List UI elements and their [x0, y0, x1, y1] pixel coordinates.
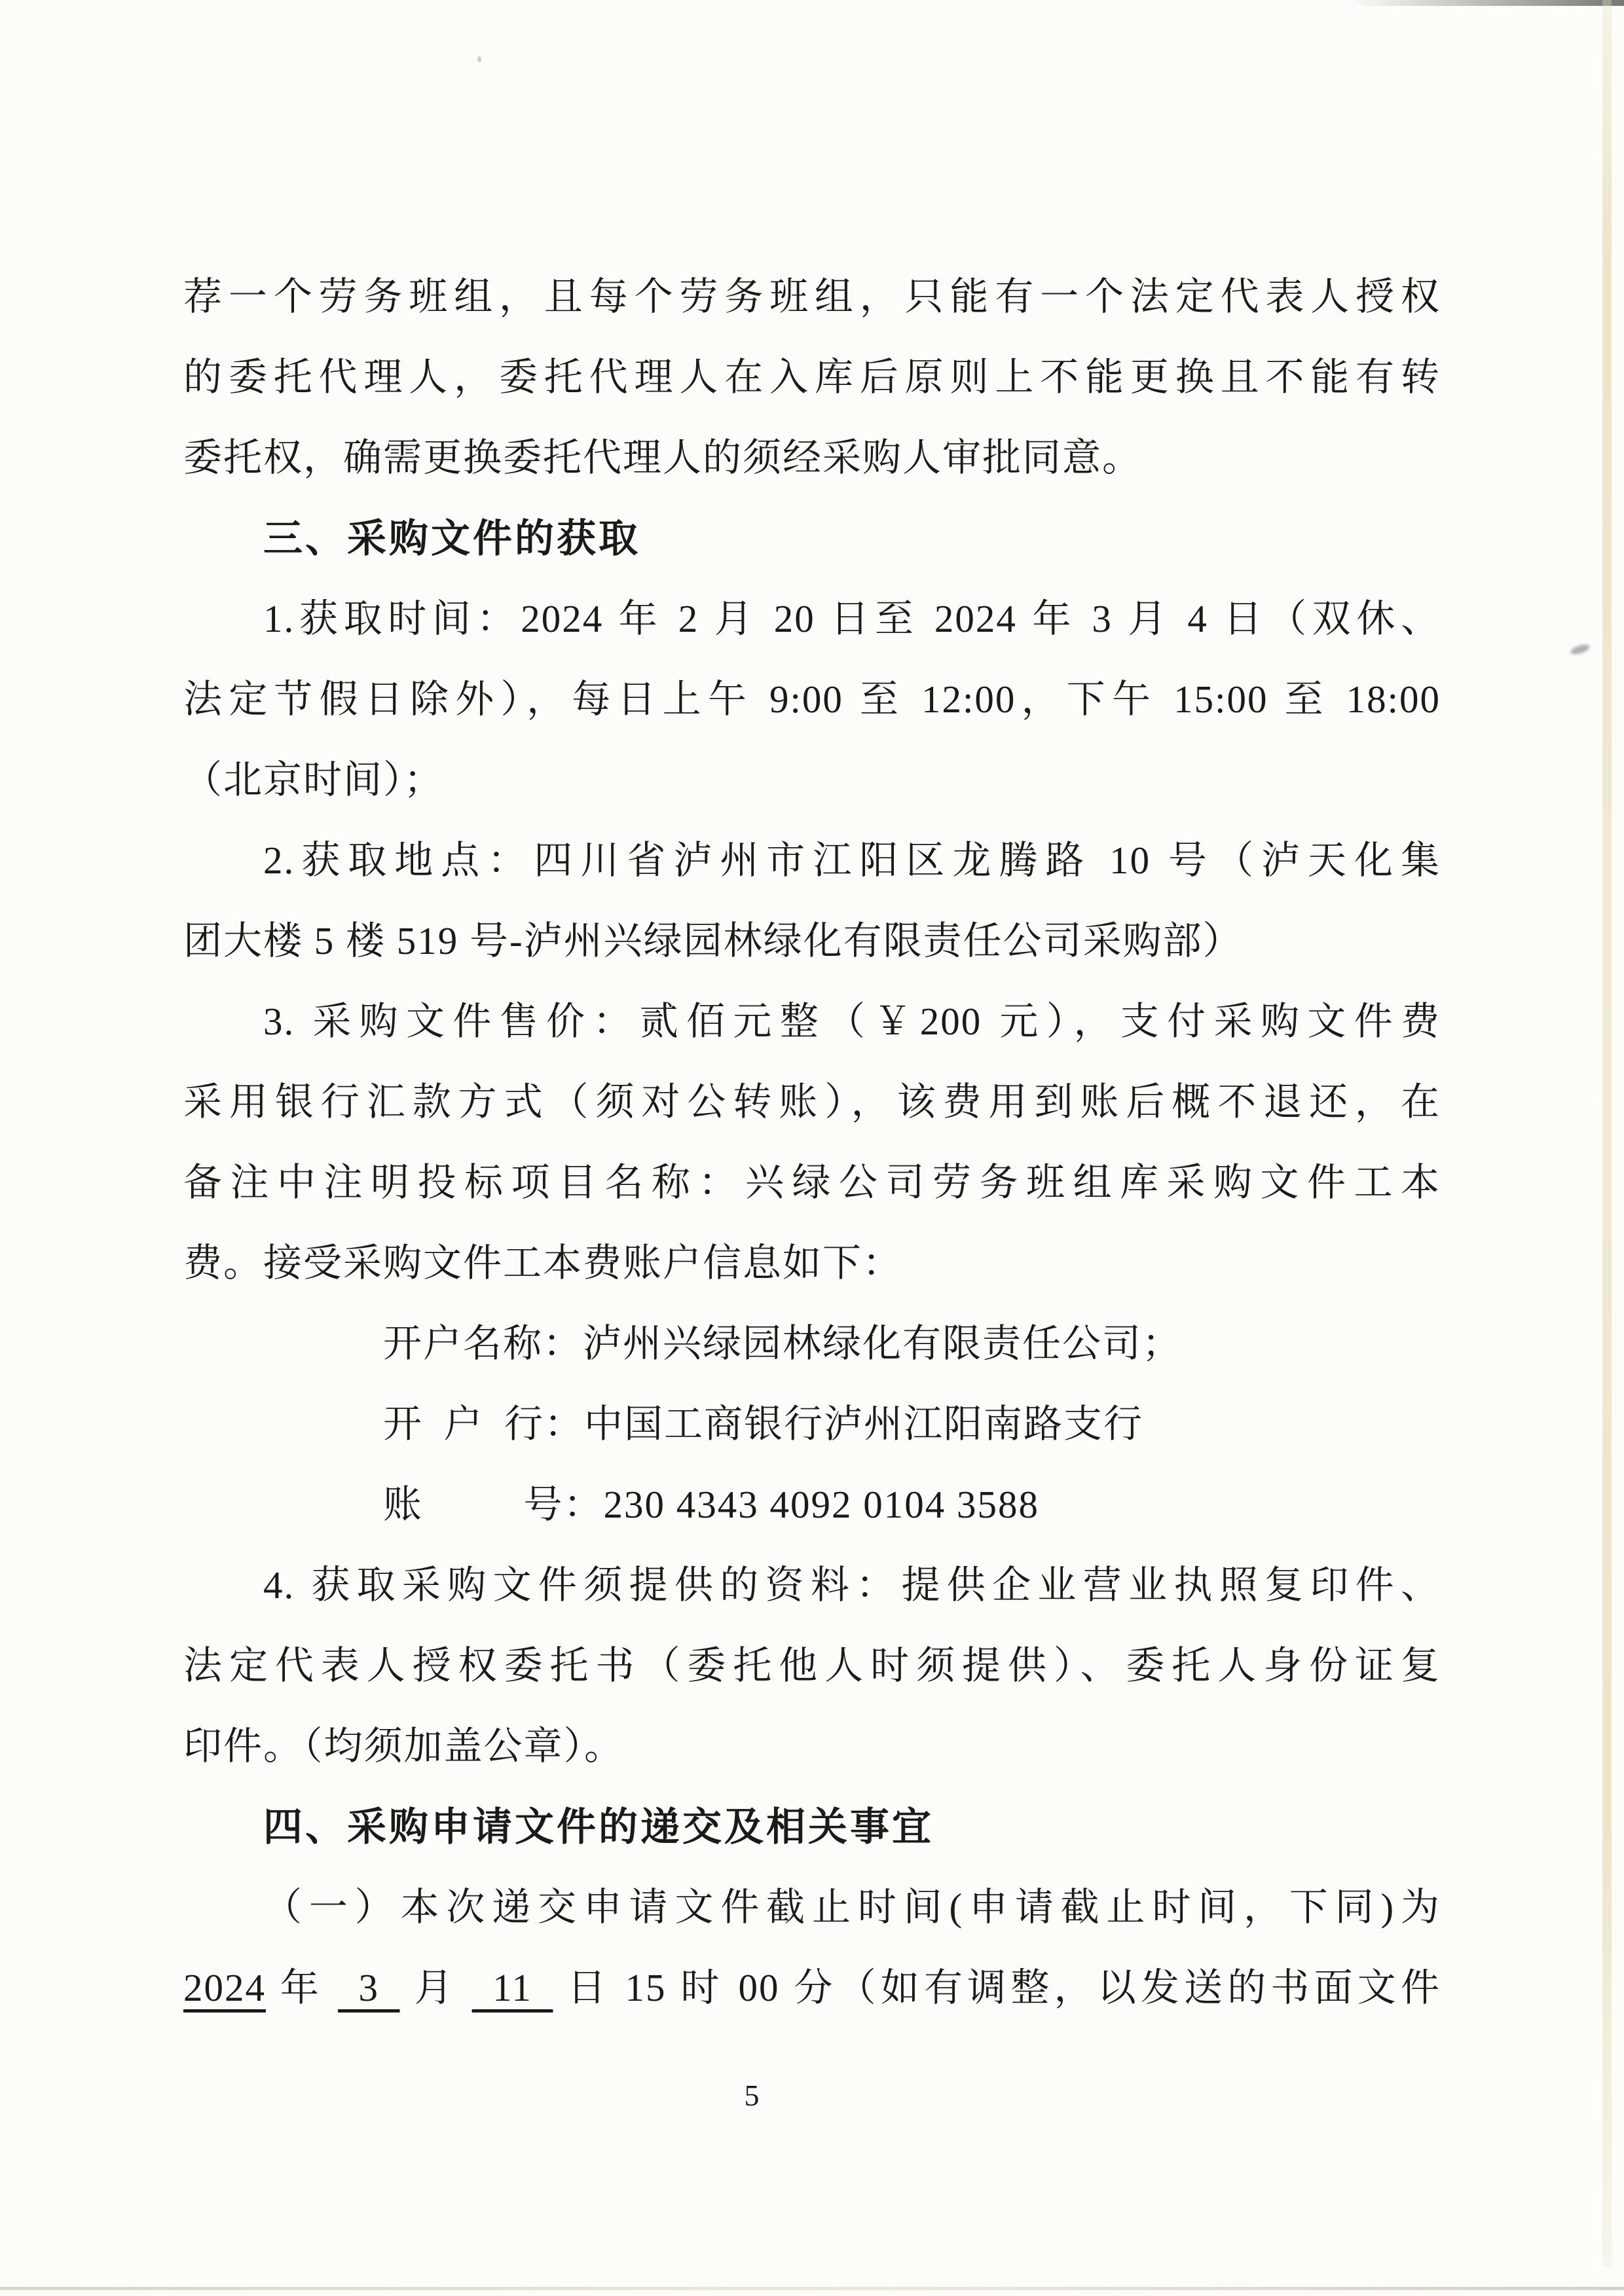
text-segment: 法定代表人授权委托书（委托他人时须提供）、委托人身份证复	[183, 1644, 1441, 1687]
text-line-heading-3	[183, 498, 1441, 579]
text-line-item3-3-line3	[183, 1142, 1441, 1223]
text-line-item3-4-line1	[183, 1545, 1441, 1626]
text-line-item3-3-line2	[183, 1062, 1441, 1142]
text-segment: 印件。（均须加盖公章）。	[183, 1724, 625, 1768]
text-segment: 月	[399, 1966, 472, 2009]
scan-artifact-right-edge-strip	[1602, 0, 1612, 2267]
text-line-item3-1-line1	[183, 579, 1441, 659]
text-segment: 3. 采购文件售价：贰佰元整（￥200 元），支付采购文件费	[263, 1000, 1441, 1043]
text-segment: 年	[266, 1966, 339, 2009]
text-line-heading-4	[183, 1787, 1441, 1867]
underlined-text-segment: 3	[338, 1966, 400, 2009]
text-segment: 1.获取时间：2024 年 2 月 20 日至 2024 年 3 月 4 日（双休、	[263, 597, 1441, 640]
underlined-text-segment: 2024	[183, 1966, 266, 2009]
text-segment: 费。接受采购文件工本费账户信息如下：	[183, 1241, 903, 1285]
text-segment: 备注中注明投标项目名称：兴绿公司劳务班组库采购文件工本	[183, 1161, 1441, 1204]
text-line-item3-2-line1	[183, 820, 1441, 901]
text-segment: （北京时间）；	[183, 758, 444, 801]
text-line-bank-account-name	[183, 1303, 1441, 1384]
text-line-item4-1-line2	[183, 1948, 1441, 2028]
text-segment: 开户名称：泸州兴绿园林绿化有限责任公司；	[383, 1322, 1183, 1365]
text-line-item3-4-line3	[183, 1706, 1441, 1787]
text-line-bank-account-number	[183, 1465, 1441, 1545]
text-line-item3-1-line2	[183, 659, 1441, 740]
text-segment: 2.获取地点：四川省泸州市江阳区龙腾路 10 号（泸天化集	[263, 839, 1441, 882]
text-line-item4-1-line1	[183, 1867, 1441, 1948]
text-line-item3-3-line1	[183, 981, 1441, 1062]
text-line-para1-line3	[183, 418, 1441, 498]
text-line-item3-4-line2	[183, 1626, 1441, 1706]
scan-artifact-bottom-edge	[0, 2287, 1624, 2290]
text-segment: 委托权，确需更换委托代理人的须经采购人审批同意。	[183, 436, 1143, 479]
text-segment: 账 号：230 4343 4092 0104 3588	[383, 1483, 1040, 1526]
scan-artifact-mark	[1570, 643, 1591, 657]
text-line-para1-line1	[183, 257, 1441, 337]
text-line-para1-line2	[183, 337, 1441, 418]
text-segment: 四、采购申请文件的递交及相关事宜	[263, 1805, 934, 1849]
text-line-item3-2-line2	[183, 901, 1441, 981]
scan-artifact-speck	[477, 56, 481, 62]
text-line-item3-3-line4	[183, 1223, 1441, 1303]
scan-artifact-top-edge	[1349, 0, 1624, 6]
text-segment: 日 15 时 00 分（如有调整，以发送的书面文件	[553, 1966, 1441, 2009]
text-segment: 荐一个劳务班组，且每个劳务班组，只能有一个法定代表人授权	[183, 275, 1441, 318]
text-segment: 团大楼 5 楼 519 号-泸州兴绿园林绿化有限责任公司采购部）	[183, 919, 1243, 962]
document-text-block	[183, 257, 1441, 2028]
page-number: 5	[744, 2079, 760, 2112]
text-line-bank-branch	[183, 1384, 1441, 1465]
text-segment: 采用银行汇款方式（须对公转账），该费用到账后概不退还，在	[183, 1080, 1441, 1123]
text-segment: 三、采购文件的获取	[263, 517, 640, 560]
underlined-text-segment: 11	[471, 1966, 553, 2009]
text-segment: 4. 获取采购文件须提供的资料：提供企业营业执照复印件、	[263, 1563, 1441, 1607]
text-segment: 的委托代理人，委托代理人在入库后原则上不能更换且不能有转	[183, 355, 1441, 399]
text-line-item3-1-line3	[183, 740, 1441, 820]
text-segment: （一）本次递交申请文件截止时间(申请截止时间，下同)为	[263, 1886, 1441, 1929]
text-segment: 法定节假日除外），每日上午 9:00 至 12:00，下午 15:00 至 18:00	[183, 678, 1441, 721]
text-segment: 开 户 行：中国工商银行泸州江阳南路支行	[383, 1402, 1144, 1446]
